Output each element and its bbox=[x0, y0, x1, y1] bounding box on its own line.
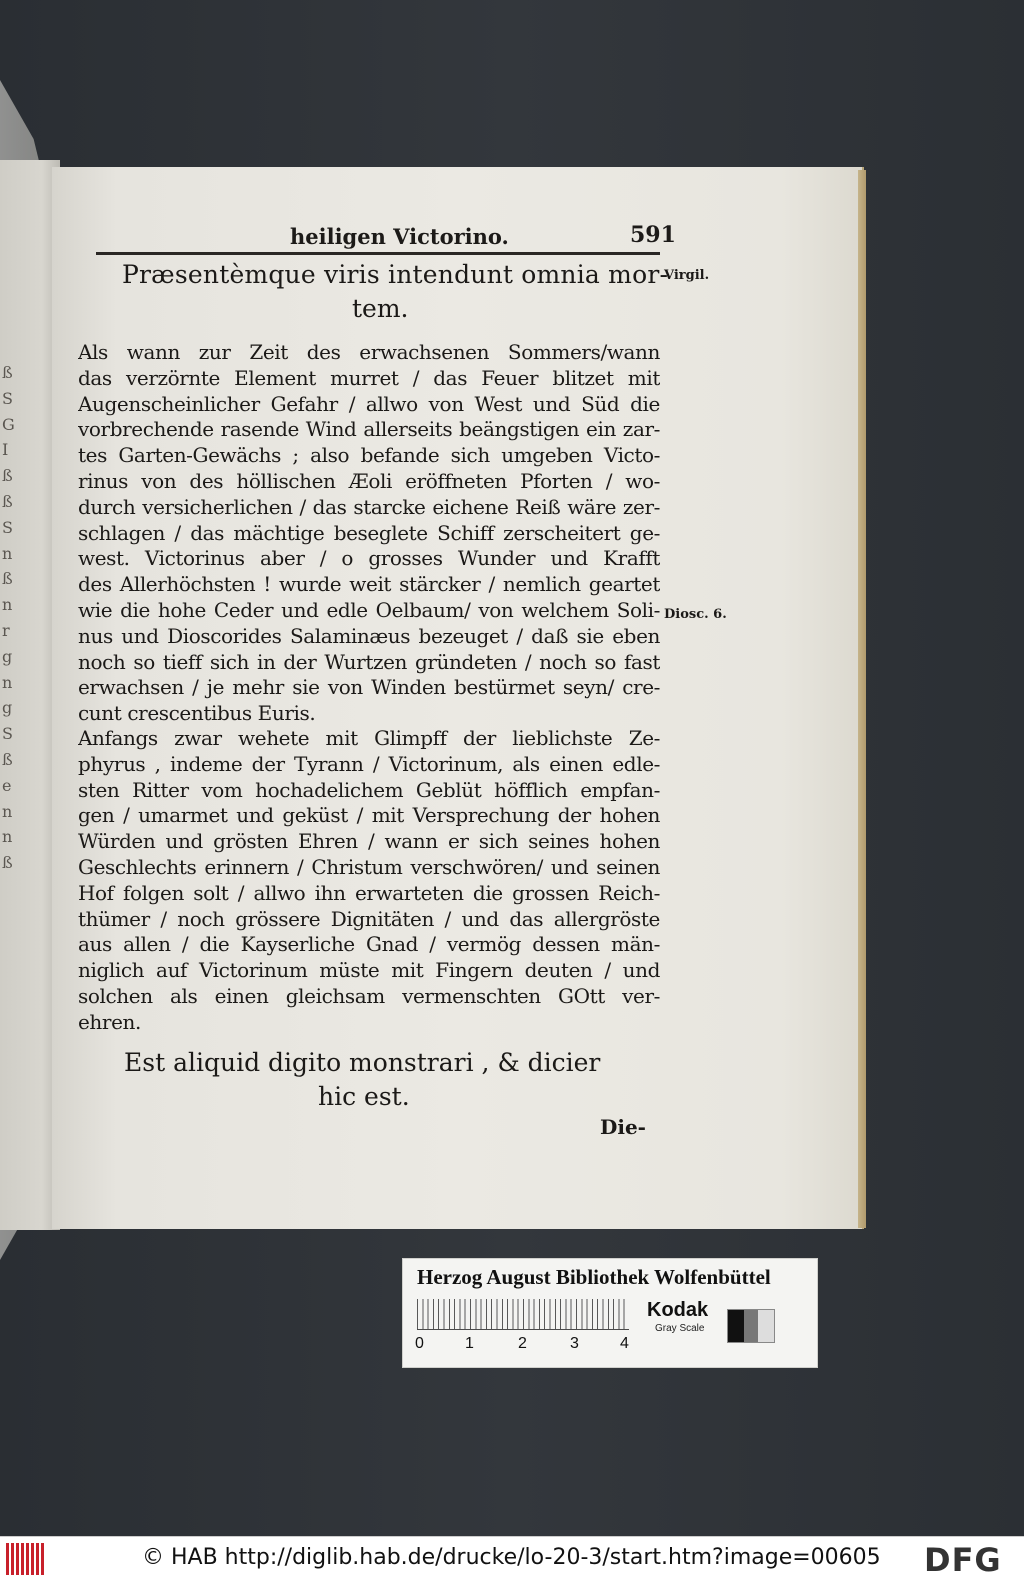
text-line: Als wann zur Zeit des erwachsenen Sommers/wann bbox=[78, 340, 660, 364]
left-page-glyph: ß bbox=[2, 363, 13, 382]
ruler-number: 2 bbox=[518, 1335, 527, 1352]
header-rule bbox=[96, 252, 660, 255]
text-line: vorbrechende rasende Wind allerseits beängstigen ein zar- bbox=[78, 417, 660, 442]
left-page-glyph: n bbox=[2, 827, 13, 847]
source-url[interactable]: © HAB http://diglib.hab.de/drucke/lo-20-3/start.htm?image=00605 bbox=[142, 1545, 881, 1570]
text-line: des Allerhöchsten ! wurde weit stärcker / nemlich geartet bbox=[78, 572, 660, 597]
left-page-glyph: g bbox=[2, 646, 13, 666]
text-line: thümer / noch grössere Dignitäten / und das allergröste bbox=[78, 906, 660, 931]
left-page-glyph: ß bbox=[2, 853, 13, 873]
ruler-number: 3 bbox=[570, 1335, 579, 1352]
left-page-glyph: g bbox=[2, 698, 13, 718]
footer-bar bbox=[0, 1536, 1024, 1583]
left-page-glyph: ß bbox=[2, 466, 13, 486]
ruler-number: 1 bbox=[465, 1335, 474, 1352]
library-name: Herzog August Bibliothek Wolfenbüttel bbox=[417, 1265, 771, 1289]
text-line: durch versicherlichen / das starcke eichene Reiß wäre zer- bbox=[78, 494, 660, 519]
text-line: Hof folgen solt / allwo ihn erwarteten die grossen Reich- bbox=[78, 880, 660, 905]
paragraph-2 bbox=[78, 726, 660, 1036]
ruler-scale bbox=[417, 1299, 629, 1330]
left-page-glyph: ß bbox=[2, 569, 13, 589]
dfg-logo: DFG bbox=[924, 1541, 1002, 1579]
hab-logo-icon bbox=[6, 1543, 46, 1575]
text-line: phyrus , indeme der Tyrann / Victorinum, als einen edle- bbox=[78, 751, 660, 776]
left-page-glyph: e bbox=[2, 775, 12, 795]
text-line: nus und Dioscorides Salaminæus bezeuget / daß sie eben bbox=[78, 623, 660, 648]
text-line: das verzörnte Element murret / das Feuer blitzet mit bbox=[78, 365, 660, 390]
left-page-glyph: ß bbox=[2, 491, 13, 511]
margin-note-virgil: Virgil. bbox=[664, 268, 710, 283]
kodak-logo: Kodak bbox=[647, 1299, 709, 1321]
paragraph-1 bbox=[78, 340, 660, 727]
left-page-glyph: S bbox=[2, 724, 13, 744]
text-line: solchen als einen gleichsam vermenschten GOtt ver- bbox=[78, 983, 660, 1008]
text-line: Geschlechts erinnern / Christum verschwören/ und seinen bbox=[78, 854, 660, 879]
page-edge bbox=[858, 170, 866, 1228]
text-line: erwachsen / je mehr sie von Winden bestürmet seyn/ cre- bbox=[78, 675, 660, 700]
text-line: Würden und grösten Ehren / wann er sich seines hohen bbox=[78, 829, 660, 854]
verse-line: Præsentèmque viris intendunt omnia mor- bbox=[122, 260, 669, 289]
left-page-glyph: n bbox=[2, 595, 13, 615]
verse-line: hic est. bbox=[318, 1082, 410, 1111]
left-page-glyph: ß bbox=[2, 749, 13, 769]
page-number: 591 bbox=[630, 222, 676, 248]
left-page-glyph: r bbox=[2, 620, 10, 640]
color-target-card bbox=[402, 1258, 818, 1368]
margin-note-diosc: Diosc. 6. bbox=[664, 607, 727, 622]
text-line: rinus von des höllischen Æoli eröffneten Pforten / wo- bbox=[78, 468, 660, 493]
verse-line: tem. bbox=[352, 294, 409, 323]
text-line: noch so tieff sich in der Wurtzen gründeten / noch so fast bbox=[78, 649, 660, 674]
text-line: gen / umarmet und geküst / mit Versprechung der hohen bbox=[78, 803, 660, 828]
catchword: Die- bbox=[600, 1115, 646, 1139]
text-line: wie die hohe Ceder und edle Oelbaum/ von welchem Soli- bbox=[78, 597, 660, 622]
ruler-number: 4 bbox=[620, 1335, 629, 1352]
text-line: aus allen / die Kayserliche Gnad / vermög dessen män- bbox=[78, 932, 660, 957]
text-line: ehren. bbox=[78, 1009, 141, 1034]
left-page-glyph: S bbox=[2, 388, 13, 408]
left-page-glyph: n bbox=[2, 801, 13, 821]
left-page-glyph: G bbox=[2, 414, 15, 434]
running-header bbox=[290, 218, 676, 250]
gray-swatch bbox=[727, 1309, 775, 1343]
gray-scale-label: Gray Scale bbox=[655, 1323, 705, 1334]
text-line: niglich auf Victorinum müste mit Fingern deuten / und bbox=[78, 958, 660, 983]
left-page-glyph: S bbox=[2, 517, 13, 537]
left-page-text bbox=[2, 360, 20, 876]
text-line: sten Ritter vom hochadelichem Geblüt höfflich empfan- bbox=[78, 777, 660, 802]
ruler-number: 0 bbox=[415, 1335, 424, 1352]
verse-line: Est aliquid digito monstrari , & dicier bbox=[124, 1048, 601, 1077]
text-line: Augenscheinlicher Gefahr / allwo von West und Süd die bbox=[78, 391, 660, 416]
text-line: west. Victorinus aber / o grosses Wunder und Krafft bbox=[78, 546, 660, 571]
text-line: tes Garten-Gewächs ; also befande sich umgeben Victo- bbox=[78, 443, 660, 468]
left-page-glyph: n bbox=[2, 672, 13, 692]
header-title: heiligen Victorino. bbox=[290, 224, 509, 249]
text-line: schlagen / das mächtige beseglete Schiff zerscheitert ge- bbox=[78, 520, 660, 545]
text-line: cunt crescentibus Euris. bbox=[78, 701, 316, 726]
left-page-glyph: n bbox=[2, 543, 13, 563]
left-page-glyph: I bbox=[2, 440, 9, 460]
text-line: Anfangs zwar wehete mit Glimpff der lieblichste Ze- bbox=[78, 726, 660, 750]
